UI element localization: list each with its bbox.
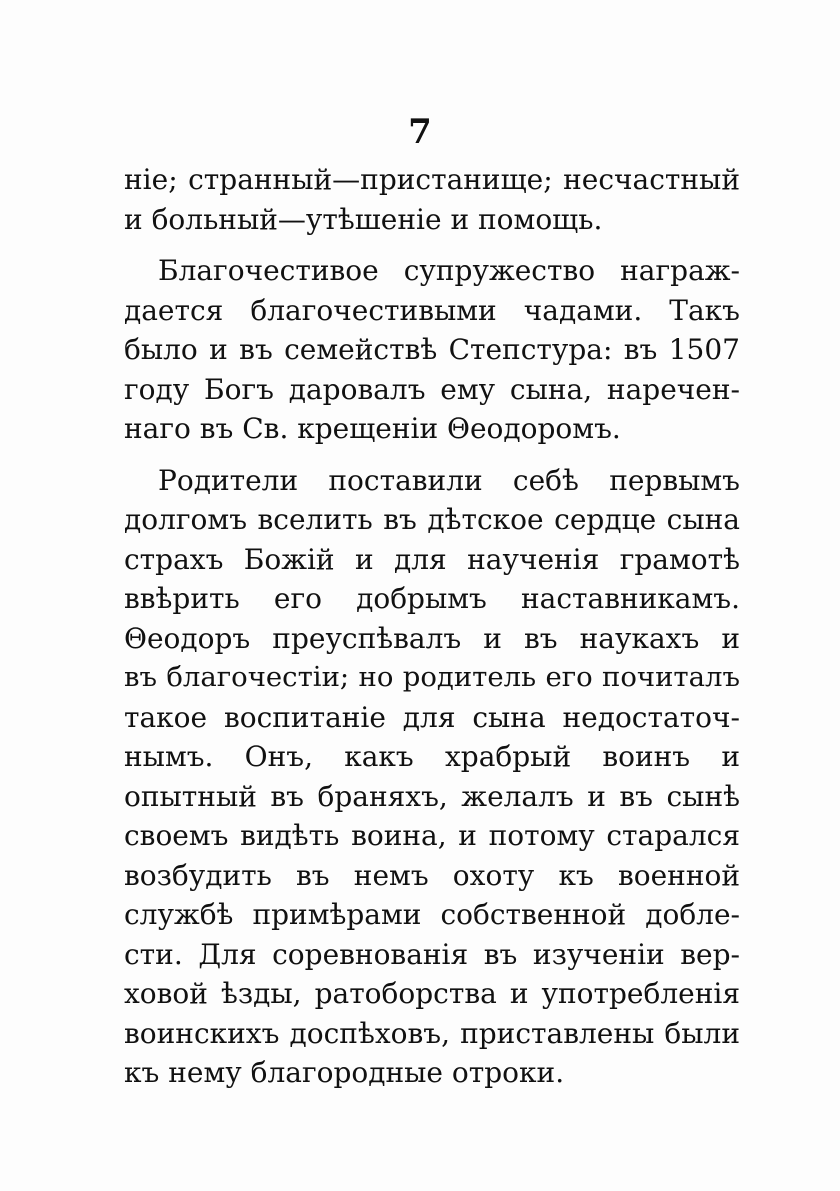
text-line: такое воспитаніе для сына недостаточ- — [124, 700, 740, 734]
text-line: и больный—утѣшеніе и помощь. — [124, 202, 603, 236]
text-line: нымъ. Онъ, какъ храбрый воинъ и — [124, 740, 740, 773]
body-text — [124, 160, 740, 1105]
text-line: ховой ѣзды, ратоборства и употребленія — [124, 977, 740, 1010]
text-line: году Богъ даровалъ ему сына, наречен- — [124, 372, 740, 406]
text-line: наго въ Св. крещеніи Θеодоромъ. — [124, 412, 621, 445]
text-line: къ нему благородные отроки. — [124, 1056, 565, 1089]
paragraph-1 — [124, 160, 740, 239]
text-line: ввѣрить его добрымъ наставникамъ. — [124, 582, 740, 615]
text-line: воинскихъ доспѣховъ, приставлены были — [124, 1016, 740, 1050]
text-line: службѣ примѣрами собственной добле- — [124, 898, 740, 931]
text-line: страхъ Божій и для наученія грамотѣ — [124, 542, 740, 576]
paragraph-3 — [124, 461, 740, 1093]
text-line: Благочестивое супружество награж- — [158, 254, 740, 287]
text-line: возбудить въ немъ охоту къ военной — [124, 858, 740, 892]
page-number: 7 — [408, 112, 432, 152]
text-line: сти. Для соревнованія въ изученіи вер- — [124, 937, 740, 971]
text-line: Θеодоръ преуспѣвалъ и въ наукахъ и — [124, 621, 740, 655]
text-line: дается благочестивыми чадами. Такъ — [124, 293, 740, 327]
text-line: ніе; странный—пристанище; несчастный — [124, 163, 740, 196]
text-line: Родители поставили себѣ первымъ — [158, 463, 740, 497]
text-line: опытный въ браняхъ, желалъ и въ сынѣ — [124, 779, 740, 813]
text-line: своемъ видѣть воина, и потому старался — [124, 819, 740, 852]
text-line: въ благочестіи; но родитель его почиталъ — [124, 661, 740, 693]
text-line: долгомъ вселить въ дѣтское сердце сына — [124, 503, 740, 536]
text-line: было и въ семействѣ Степстура: въ 1507 — [124, 333, 740, 366]
paragraph-2 — [124, 251, 740, 449]
